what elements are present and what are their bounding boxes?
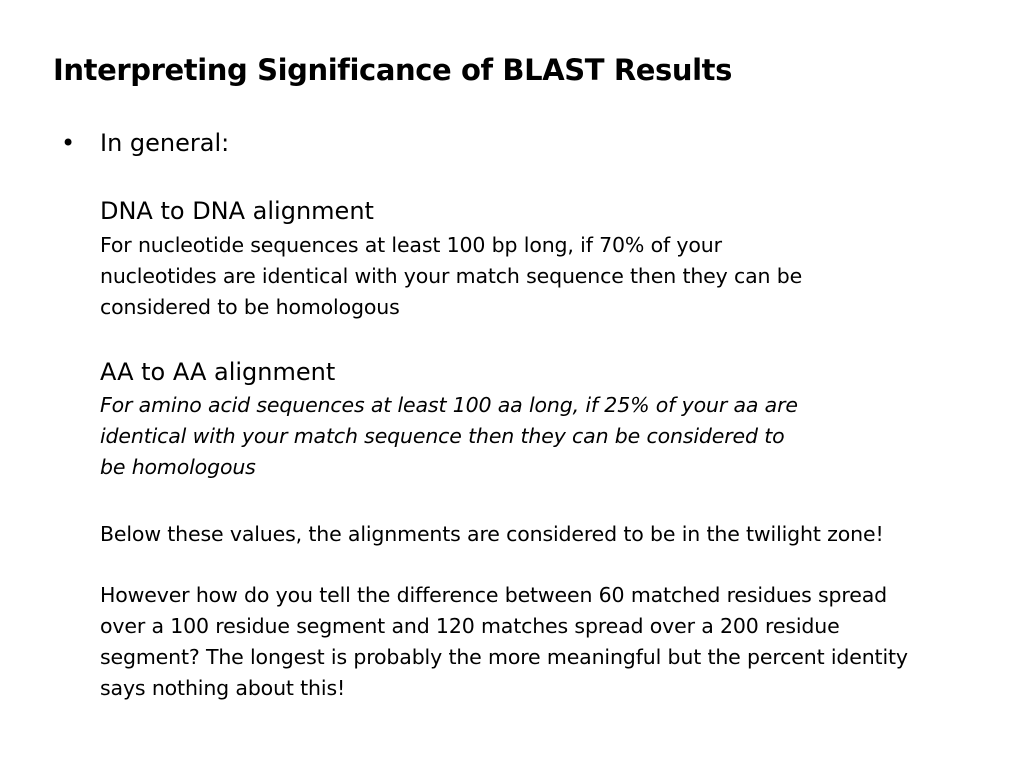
bullet-label: In general: [100,129,230,157]
text-line: considered to be homologous [100,295,400,319]
text-line: However how do you tell the difference between 60 matched residues spread [100,583,887,607]
text-line: says nothing about this! [100,676,346,700]
aa-alignment-heading: AA to AA alignment [100,358,336,386]
text-line: For amino acid sequences at least 100 aa long, if 25% of your aa are [100,393,798,417]
text-line: identical with your match sequence then they can be considered to [100,424,785,448]
dna-alignment-text [100,230,920,323]
aa-alignment-text [100,390,920,483]
bullet-icon: • [61,129,76,157]
however-question-text [100,580,1010,704]
twilight-zone-text: Below these values, the alignments are considered to be in the twilight zone! [100,522,884,546]
dna-alignment-heading: DNA to DNA alignment [100,197,374,225]
text-line: nucleotides are identical with your match sequence then they can be [100,264,803,288]
text-line: For nucleotide sequences at least 100 bp long, if 70% of your [100,233,722,257]
text-line: segment? The longest is probably the more meaningful but the percent identity [100,645,908,669]
slide-title: Interpreting Significance of BLAST Results [53,53,732,87]
text-line: over a 100 residue segment and 120 matches spread over a 200 residue [100,614,840,638]
text-line: be homologous [100,455,256,479]
